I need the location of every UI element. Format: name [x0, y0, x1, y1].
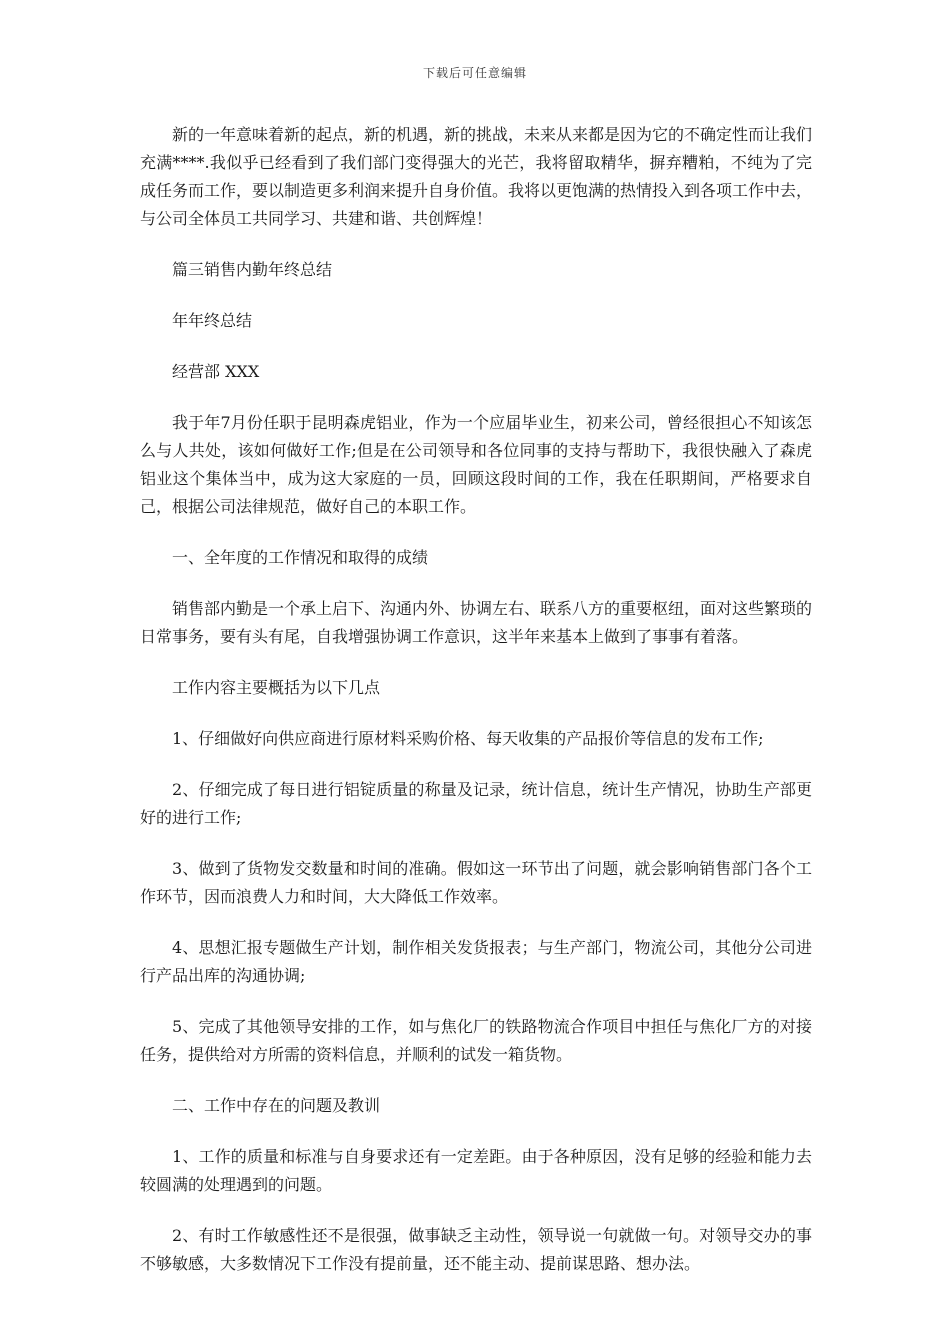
page-header-note: 下载后可任意编辑 — [422, 66, 527, 80]
list-item: 4、思想汇报专题做生产计划，制作相关发货报表；与生产部门，物流公司，其他分公司进行产品出库的沟通协调; — [140, 938, 812, 985]
document-subtitle: 年年终总结 — [172, 311, 253, 330]
list-item: 2、仔细完成了每日进行铝锭质量的称量及记录，统计信息，统计生产情况，协助生产部更好的进行工作; — [140, 780, 812, 827]
list-item: 3、做到了货物发交数量和时间的准确。假如这一环节出了问题，就会影响销售部门各个工作环节，因而浪费人力和时间，大大降低工作效率。 — [140, 859, 812, 906]
section-title: 篇三销售内勤年终总结 — [172, 260, 333, 279]
list-intro: 工作内容主要概括为以下几点 — [172, 678, 381, 697]
heading-achievements: 一、全年度的工作情况和取得的成绩 — [172, 548, 429, 567]
list-item: 1、仔细做好向供应商进行原材料采购价格、每天收集的产品报价等信息的发布工作; — [172, 729, 764, 748]
author-line: 经营部 XXX — [172, 362, 260, 381]
document-body — [140, 121, 812, 1278]
paragraph-role: 销售部内勤是一个承上启下、沟通内外、协调左右、联系八方的重要枢纽，面对这些繁琐的日常事务，要有头有尾，自我增强协调工作意识，这半年来基本上做到了事事有着落。 — [140, 599, 813, 646]
paragraph-background: 我于年7月份任职于昆明森虎铝业，作为一个应届毕业生，初来公司，曾经很担心不知该怎么与人共处，该如何做好工作;但是在公司领导和各位同事的支持与帮助下，我很快融入了森虎铝业这个集体当中，成为这大家庭的一员，回顾这段时间的工作，我在任职期间，严格要求自己，根据公司法律规范，做好自己的本职工作。 — [140, 413, 812, 516]
list-item: 2、有时工作敏感性还不是很强，做事缺乏主动性，领导说一句就做一句。对领导交办的事不够敏感，大多数情况下工作没有提前量，还不能主动、提前谋思路、想办法。 — [140, 1226, 812, 1273]
paragraph-intro: 新的一年意味着新的起点，新的机遇，新的挑战，未来从来都是因为它的不确定性而让我们充满****.我似乎已经看到了我们部门变得强大的光芒，我将留取精华，摒弃糟粕，不纯为了完成任务而工作，要以制造更多利润来提升自身价值。我将以更饱满的热情投入到各项工作中去，与公司全体员工共同学习、共建和谐、共创辉煌！ — [140, 125, 813, 228]
list-item: 1、工作的质量和标准与自身要求还有一定差距。由于各种原因，没有足够的经验和能力去较圆满的处理遇到的问题。 — [140, 1147, 812, 1194]
heading-problems: 二、工作中存在的问题及教训 — [172, 1096, 381, 1115]
list-item: 5、完成了其他领导安排的工作，如与焦化厂的铁路物流合作项目中担任与焦化厂方的对接任务，提供给对方所需的资料信息，并顺利的试发一箱货物。 — [140, 1017, 812, 1064]
